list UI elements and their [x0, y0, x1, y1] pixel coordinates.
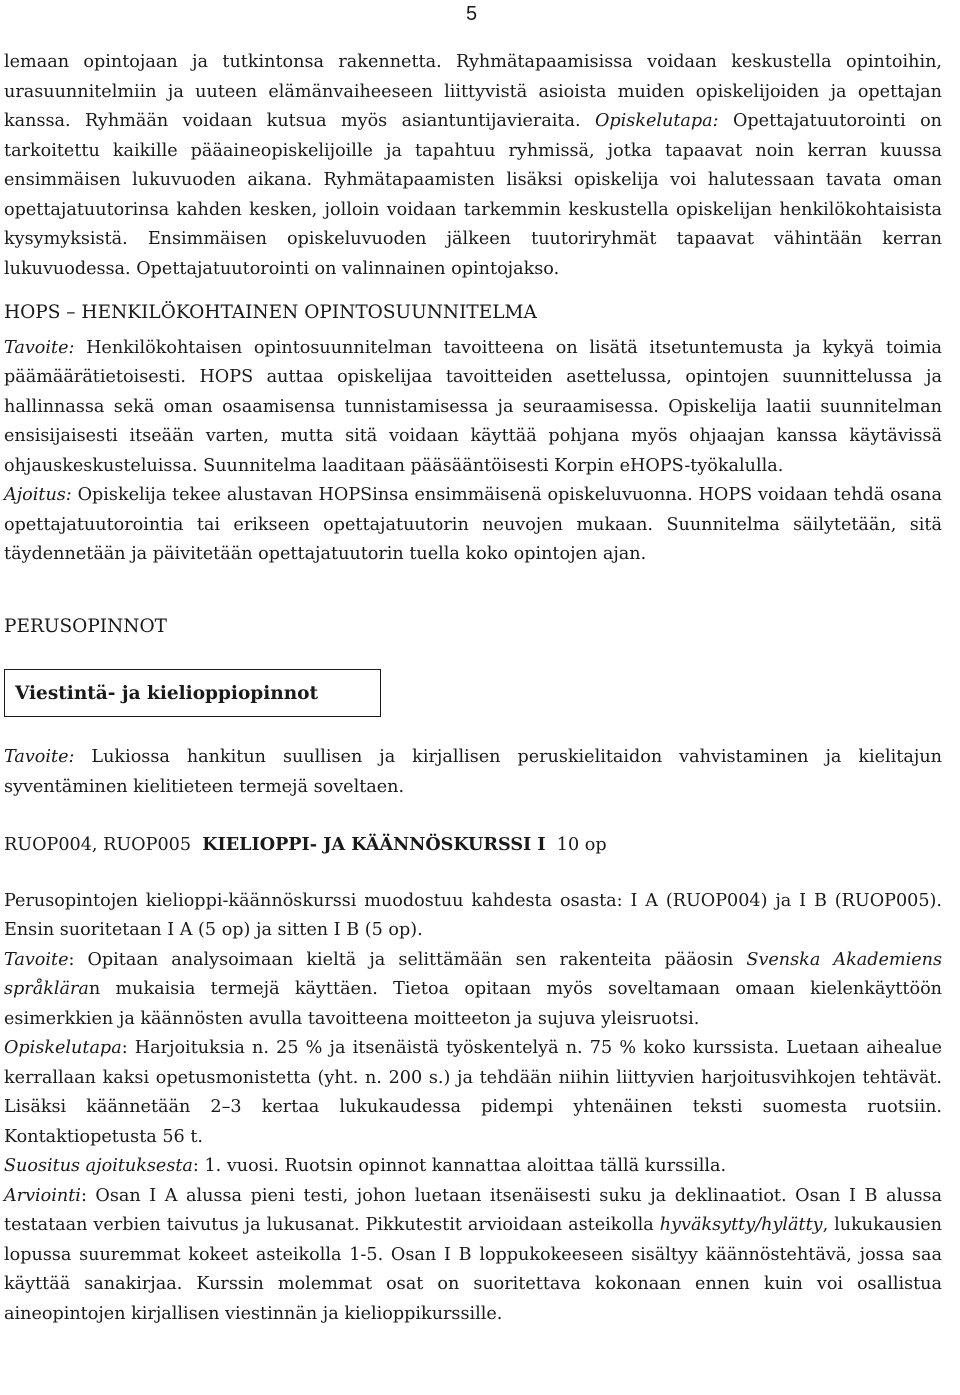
course-heading	[4, 830, 942, 861]
course-opiskelutapa-label: Opiskelutapa	[4, 1038, 122, 1058]
course-description: Perusopintojen kielioppi-käännöskurssi muodostuu kahdesta osasta: I A (RUOP004) ja I B (RUOP005). Ensin suoritetaan I A (5 op) ja sitten I B (5 op).	[4, 890, 942, 940]
page-number: 5	[466, 3, 478, 25]
opiskelutapa-label: Opiskelutapa:	[594, 111, 719, 131]
perusopinnot-tavoite-paragraph	[4, 743, 942, 802]
perusopinnot-heading: PERUSOPINNOT	[4, 615, 167, 637]
perusopinnot-tavoite-text: Lukiossa hankitun suullisen ja kirjallisen peruskielitaidon vahvistaminen ja kielitajun syventäminen kielitieteen termejä soveltaen.	[4, 747, 942, 797]
course-opiskelutapa-text: : Harjoituksia n. 25 % ja itsenäistä työskentelyä n. 75 % koko kurssista. Luetaan aihealue kerrallaan kaksi opetusmonistetta (yht. n. 200 s.) ja tehdään niihin liittyvien harjoitusvihkojen tehtävät. Lisäksi käännetään 2–3 kertaa lukukaudessa pidempi yhtenäinen teksti suomesta ruotsiin. Kontaktiopetusta 56 t.	[4, 1038, 942, 1147]
course-arviointi-paragraph	[4, 1182, 942, 1330]
perusopinnot-tavoite-label: Tavoite:	[4, 747, 75, 767]
hops-tavoite-label: Tavoite:	[4, 337, 75, 358]
course-opiskelutapa-paragraph	[4, 1034, 942, 1152]
section-box-title: Viestintä- ja kielioppiopinnot	[4, 669, 381, 717]
course-title: KIELIOPPI- JA KÄÄNNÖSKURSSI I	[202, 834, 546, 855]
course-suositus-label: Suositus ajoituksesta	[4, 1156, 193, 1176]
hops-heading: HOPS – HENKILÖKOHTAINEN OPINTOSUUNNITELMA	[4, 302, 537, 323]
course-tavoite-source: Svenska Akademiens språklära	[4, 949, 942, 999]
course-tavoite-paragraph	[4, 946, 942, 1035]
course-tavoite-text-after: n mukaisia termejä käyttäen. Tietoa opitaan myös soveltamaan omaan kielenkäyttöön esimerkkien ja käännösten avulla tavoitteena moitteeton ja sujuva yleisruotsi.	[4, 979, 942, 1029]
hops-tavoite-paragraph	[4, 334, 942, 482]
course-arviointi-scale: hyväksytty/hylätty	[659, 1215, 823, 1235]
hops-ajoitus-text: Opiskelija tekee alustavan HOPSinsa ensimmäisenä opiskeluvuonna. HOPS voidaan tehdä osana opettajatuutorointia tai erikseen opettajatuutorin neuvojen mukaan. Suunnitelma säilytetään, sitä täydennetään ja päivitetään opettajatuutorin tuella koko opintojen ajan.	[4, 485, 942, 564]
course-code: RUOP004, RUOP005	[4, 835, 192, 855]
course-arviointi-text-after: , lukukausien lopussa suuremmat kokeet asteikolla 1-5. Osan I B loppukokeeseen sisältyy käännöstehtävä, jossa saa käyttää sanakirjaa. Kurssin molemmat osat on suoritettava kokonaan ennen kuin voi osallistua aineopintojen kirjallisen viestinnän ja kielioppikurssille.	[4, 1215, 942, 1324]
course-tavoite-label: Tavoite	[4, 949, 69, 970]
opiskelutapa-text: Opettajatuutorointi on tarkoitettu kaikille pääaineopiskelijoille ja tapahtuu ryhmissä, jotka tapaavat noin kerran kuussa ensimmäisen lukuvuoden aikana. Ryhmätapaamisten lisäksi opiskelija voi halutessaan tavata oman opettajatuutorinsa kahden kesken, jolloin voidaan tarkemmin keskustella opiskelijan henkilökohtaisista kysymyksistä. Ensimmäisen opiskeluvuoden jälkeen tuutoriryhmät tapaavat vähintään kerran lukuvuodessa. Opettajatuutorointi on valinnainen opintojakso.	[4, 111, 943, 279]
hops-ajoitus-label: Ajoitus:	[4, 485, 72, 505]
course-tavoite-text: : Opitaan analysoimaan kieltä ja selittämään sen rakenteita pääosin	[68, 949, 747, 970]
course-suositus-paragraph	[4, 1152, 942, 1182]
course-credits: 10 op	[556, 835, 607, 855]
intro-paragraph	[4, 48, 942, 284]
course-arviointi-label: Arviointi	[4, 1185, 81, 1206]
document-body	[4, 48, 942, 1329]
course-arviointi-text: : Osan I A alussa pieni testi, johon luetaan itsenäisesti suku ja deklinaatiot. Osan I B alussa testataan verbien taivutus ja lukusanat. Pikkutestit arvioidaan asteikolla	[4, 1185, 942, 1235]
hops-tavoite-text: Henkilökohtaisen opintosuunnitelman tavoitteena on lisätä itsetuntemusta ja kykyä toimia päämäärätietoisesti. HOPS auttaa opiskelijaa tavoitteiden asettelussa, opintojen suunnittelussa ja hallinnassa sekä oman osaamisensa tunnistamisessa ja seuraamisessa. Opiskelija laatii suunnitelman ensisijaisesti itseään varten, mutta sitä voidaan käyttää pohjana myös ohjaajan kanssa käytävissä ohjauskeskusteluissa. Suunnitelma laaditaan pääsääntöisesti Korpin eHOPS-työkalulla.	[4, 337, 942, 476]
intro-text: lemaan opintojaan ja tutkintonsa rakennetta. Ryhmätapaamisissa voidaan keskustella opintoihin, urasuunnitelmiin ja uuteen elämänvaiheeseen liittyvistä asioista muiden opiskelijoiden ja opettajan kanssa. Ryhmään voidaan kutsua myös asiantuntijavieraita.	[4, 52, 942, 131]
course-suositus-text: : 1. vuosi. Ruotsin opinnot kannattaa aloittaa tällä kurssilla.	[192, 1156, 727, 1176]
hops-ajoitus-paragraph	[4, 481, 942, 570]
